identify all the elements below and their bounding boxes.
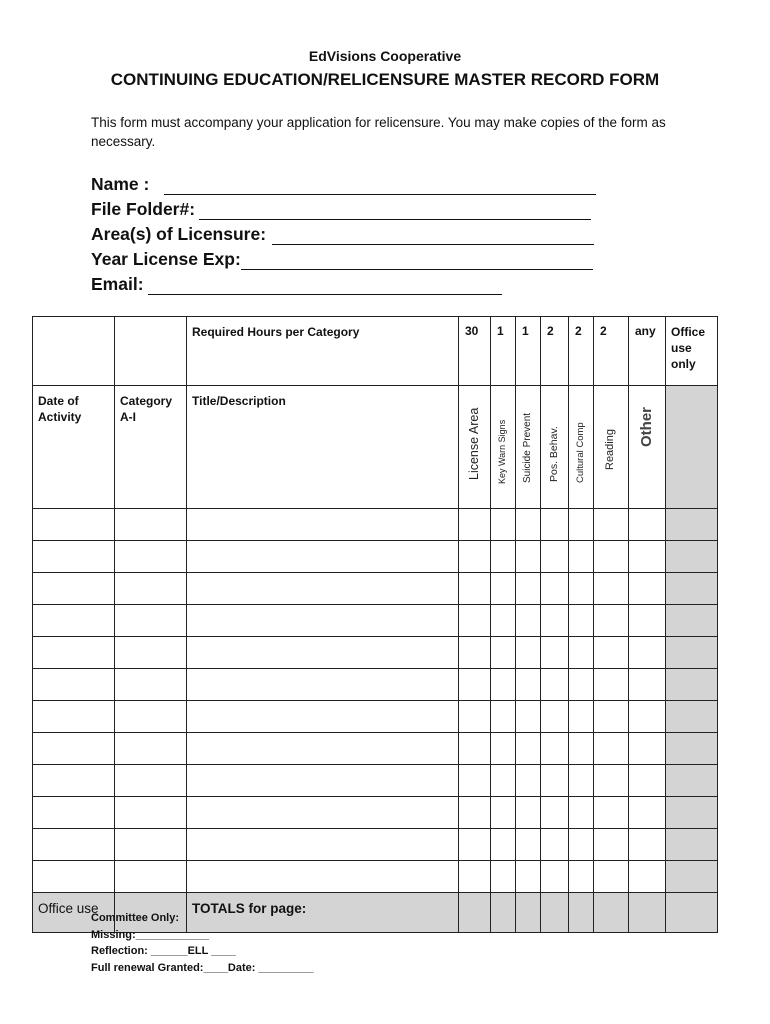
category-cultural-comp-label: Cultural Comp — [575, 422, 586, 483]
total-cell — [666, 893, 718, 933]
areas-field — [91, 221, 594, 245]
email-field — [91, 271, 502, 295]
title-cell[interactable] — [187, 669, 459, 701]
intro-text: This form must accompany your application for relicensure. You may make copies of the form as necessary. — [91, 115, 666, 149]
hours-cell[interactable] — [516, 669, 541, 701]
hours-cell[interactable] — [569, 701, 594, 733]
category-pos-behav-label: Pos. Behav. — [547, 426, 560, 482]
required-hours-label: Required Hours per Category — [187, 317, 459, 386]
date-cell[interactable] — [33, 637, 115, 669]
committee-missing: Missing:____________ — [91, 928, 210, 941]
hours-cell[interactable] — [629, 573, 666, 605]
committee-section — [91, 910, 314, 976]
office-use-cell — [666, 637, 718, 669]
hours-pos-behav: 2 — [541, 317, 569, 386]
category-pos-behav — [541, 386, 569, 509]
table-row — [33, 733, 718, 765]
hours-cell[interactable] — [629, 701, 666, 733]
date-cell[interactable] — [33, 509, 115, 541]
office-use-cell — [666, 701, 718, 733]
hours-cell[interactable] — [541, 573, 569, 605]
office-use-cell — [666, 541, 718, 573]
date-cell[interactable] — [33, 797, 115, 829]
date-cell[interactable] — [33, 861, 115, 893]
category-license-area — [459, 386, 491, 509]
date-cell[interactable] — [33, 765, 115, 797]
title-cell[interactable] — [187, 861, 459, 893]
hours-cell[interactable] — [594, 829, 629, 861]
hours-cell[interactable] — [541, 797, 569, 829]
file-folder-blank[interactable] — [199, 200, 591, 220]
totals-label: TOTALS for page: — [187, 893, 459, 933]
category-cell[interactable] — [115, 829, 187, 861]
hours-cell[interactable] — [594, 733, 629, 765]
hours-other: any — [629, 317, 666, 386]
category-key-warn-label: Key Warn Signs — [497, 419, 507, 484]
hours-cell[interactable] — [459, 637, 491, 669]
title-cell[interactable] — [187, 573, 459, 605]
category-cell[interactable] — [115, 701, 187, 733]
hours-cell[interactable] — [491, 605, 516, 637]
table-row — [33, 573, 718, 605]
hours-cell[interactable] — [516, 637, 541, 669]
hours-cell[interactable] — [491, 573, 516, 605]
category-suicide-prevent — [516, 386, 541, 509]
hours-cell[interactable] — [594, 509, 629, 541]
hours-cell[interactable] — [541, 669, 569, 701]
category-cultural-comp — [569, 386, 594, 509]
table-row — [33, 765, 718, 797]
table-row — [33, 637, 718, 669]
name-field — [91, 171, 596, 195]
hours-cell[interactable] — [516, 861, 541, 893]
total-cell — [491, 893, 516, 933]
hours-cell[interactable] — [459, 541, 491, 573]
hours-cell[interactable] — [594, 637, 629, 669]
category-cell[interactable] — [115, 541, 187, 573]
category-key-warn — [491, 386, 516, 509]
hours-cell[interactable] — [491, 669, 516, 701]
hours-cell[interactable] — [459, 861, 491, 893]
hours-cell[interactable] — [541, 765, 569, 797]
hours-cell[interactable] — [569, 733, 594, 765]
table-row — [33, 605, 718, 637]
hours-cell[interactable] — [629, 829, 666, 861]
date-cell[interactable] — [33, 701, 115, 733]
table-row — [33, 861, 718, 893]
hours-cell[interactable] — [491, 797, 516, 829]
total-cell — [569, 893, 594, 933]
hours-cell[interactable] — [459, 733, 491, 765]
blank-header-cell — [115, 317, 187, 386]
hours-cell[interactable] — [491, 861, 516, 893]
hours-cell[interactable] — [541, 509, 569, 541]
hours-cell[interactable] — [491, 541, 516, 573]
total-cell — [629, 893, 666, 933]
category-header: Category A-I — [115, 386, 187, 509]
title-cell[interactable] — [187, 797, 459, 829]
total-cell — [459, 893, 491, 933]
hours-suicide-prevent: 1 — [516, 317, 541, 386]
hours-cell[interactable] — [569, 861, 594, 893]
hours-cell[interactable] — [516, 797, 541, 829]
office-use-cell — [666, 733, 718, 765]
title-cell[interactable] — [187, 541, 459, 573]
category-reading — [594, 386, 629, 509]
hours-cell[interactable] — [569, 829, 594, 861]
category-suicide-prevent-label: Suicide Prevent — [522, 412, 533, 483]
hours-cell[interactable] — [629, 733, 666, 765]
hours-cell[interactable] — [569, 573, 594, 605]
date-of-activity-header: Date of Activity — [33, 386, 115, 509]
title-cell[interactable] — [187, 605, 459, 637]
hours-cell[interactable] — [541, 829, 569, 861]
hours-cell[interactable] — [459, 701, 491, 733]
title-cell[interactable] — [187, 701, 459, 733]
year-exp-blank[interactable] — [241, 250, 593, 270]
committee-title: Committee Only: — [91, 912, 180, 924]
organization-name: EdVisions Cooperative — [308, 48, 462, 64]
date-cell[interactable] — [33, 829, 115, 861]
office-use-cell — [666, 573, 718, 605]
category-other — [629, 386, 666, 509]
hours-cell[interactable] — [516, 605, 541, 637]
category-reading-label: Reading — [604, 429, 616, 470]
date-cell[interactable] — [33, 669, 115, 701]
category-cell[interactable] — [115, 509, 187, 541]
hours-cell[interactable] — [516, 701, 541, 733]
hours-cell[interactable] — [516, 765, 541, 797]
hours-cell[interactable] — [541, 733, 569, 765]
hours-cell[interactable] — [569, 541, 594, 573]
table-row — [33, 541, 718, 573]
office-use-cell — [666, 509, 718, 541]
title-cell[interactable] — [187, 509, 459, 541]
category-cell[interactable] — [115, 573, 187, 605]
hours-cell[interactable] — [459, 573, 491, 605]
date-cell[interactable] — [33, 733, 115, 765]
email-blank[interactable] — [148, 275, 502, 295]
title-description-header: Title/Description — [187, 386, 459, 509]
year-exp-label: Year License Exp: — [91, 249, 241, 269]
title-cell[interactable] — [187, 829, 459, 861]
category-other-label: Other — [638, 406, 655, 447]
areas-blank[interactable] — [272, 225, 594, 245]
category-cell[interactable] — [115, 765, 187, 797]
hours-cell[interactable] — [491, 765, 516, 797]
date-cell[interactable] — [33, 541, 115, 573]
office-use-label: Office use — [33, 893, 115, 933]
table-row — [33, 669, 718, 701]
hours-cultural-comp: 2 — [569, 317, 594, 386]
table-row — [33, 509, 718, 541]
hours-cell[interactable] — [459, 509, 491, 541]
hours-cell[interactable] — [459, 829, 491, 861]
hours-cell[interactable] — [594, 605, 629, 637]
name-label: Name : — [91, 174, 150, 194]
date-cell[interactable] — [33, 605, 115, 637]
title-cell[interactable] — [187, 733, 459, 765]
year-exp-field — [91, 246, 593, 270]
hours-cell[interactable] — [516, 573, 541, 605]
hours-cell[interactable] — [629, 861, 666, 893]
hours-cell[interactable] — [569, 509, 594, 541]
form-title: CONTINUING EDUCATION/RELICENSURE MASTER RECORD FORM — [110, 70, 660, 89]
hours-key-warn: 1 — [491, 317, 516, 386]
office-use-cell — [666, 669, 718, 701]
hours-cell[interactable] — [516, 509, 541, 541]
hours-cell[interactable] — [629, 669, 666, 701]
hours-cell[interactable] — [459, 797, 491, 829]
hours-cell[interactable] — [459, 605, 491, 637]
category-license-area-label: License Area — [466, 407, 481, 480]
hours-cell[interactable] — [491, 509, 516, 541]
hours-cell[interactable] — [594, 861, 629, 893]
hours-cell[interactable] — [516, 733, 541, 765]
table-row — [33, 701, 718, 733]
hours-cell[interactable] — [594, 541, 629, 573]
category-cell[interactable] — [115, 797, 187, 829]
category-cell[interactable] — [115, 637, 187, 669]
committee-reflection: Reflection: ______ELL ____ — [91, 945, 236, 957]
committee-renewal: Full renewal Granted:____Date: _________ — [91, 961, 314, 974]
hours-cell[interactable] — [491, 637, 516, 669]
hours-cell[interactable] — [541, 541, 569, 573]
hours-cell[interactable] — [541, 637, 569, 669]
table-row — [33, 797, 718, 829]
hours-cell[interactable] — [594, 669, 629, 701]
file-folder-field — [91, 196, 591, 220]
areas-label: Area(s) of Licensure: — [91, 224, 267, 244]
hours-cell[interactable] — [594, 797, 629, 829]
hours-cell[interactable] — [459, 765, 491, 797]
name-blank[interactable] — [164, 175, 596, 195]
hours-cell[interactable] — [569, 605, 594, 637]
hours-cell[interactable] — [629, 509, 666, 541]
office-use-cell — [666, 386, 718, 509]
hours-cell[interactable] — [459, 669, 491, 701]
title-cell[interactable] — [187, 765, 459, 797]
hours-cell[interactable] — [629, 541, 666, 573]
total-cell — [516, 893, 541, 933]
category-cell[interactable] — [115, 733, 187, 765]
office-use-cell — [666, 797, 718, 829]
office-use-cell — [666, 829, 718, 861]
hours-reading: 2 — [594, 317, 629, 386]
hours-cell[interactable] — [491, 733, 516, 765]
office-use-cell — [666, 765, 718, 797]
category-cell[interactable] — [115, 669, 187, 701]
hours-cell[interactable] — [569, 765, 594, 797]
hours-cell[interactable] — [541, 861, 569, 893]
category-cell[interactable] — [115, 861, 187, 893]
blank-header-cell — [33, 317, 115, 386]
hours-cell[interactable] — [491, 701, 516, 733]
hours-cell[interactable] — [516, 541, 541, 573]
hours-cell[interactable] — [594, 573, 629, 605]
hours-cell[interactable] — [491, 829, 516, 861]
hours-cell[interactable] — [541, 701, 569, 733]
total-cell — [541, 893, 569, 933]
date-cell[interactable] — [33, 573, 115, 605]
hours-cell[interactable] — [629, 637, 666, 669]
record-table — [32, 316, 718, 933]
title-cell[interactable] — [187, 637, 459, 669]
office-use-cell — [666, 861, 718, 893]
hours-cell[interactable] — [629, 797, 666, 829]
hours-cell[interactable] — [594, 765, 629, 797]
hours-cell[interactable] — [569, 797, 594, 829]
total-cell — [594, 893, 629, 933]
office-use-only-label: Office use only — [666, 317, 718, 386]
hours-license-area: 30 — [459, 317, 491, 386]
office-use-cell — [666, 605, 718, 637]
table-row — [33, 829, 718, 861]
hours-cell[interactable] — [629, 765, 666, 797]
hours-cell[interactable] — [569, 637, 594, 669]
hours-cell[interactable] — [516, 829, 541, 861]
file-folder-label: File Folder#: — [91, 199, 196, 219]
hours-cell[interactable] — [629, 605, 666, 637]
category-cell[interactable] — [115, 605, 187, 637]
hours-cell[interactable] — [569, 669, 594, 701]
hours-cell[interactable] — [594, 701, 629, 733]
hours-cell[interactable] — [541, 605, 569, 637]
email-label: Email: — [91, 274, 144, 294]
